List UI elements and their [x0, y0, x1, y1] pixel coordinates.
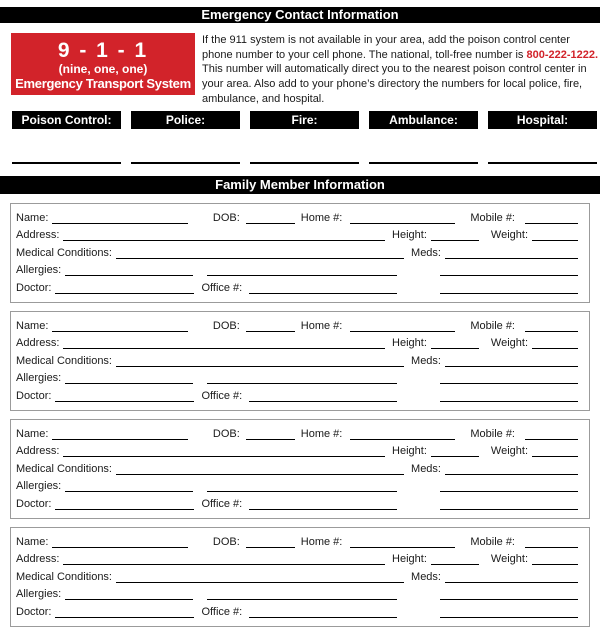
- meds-blank-line: [445, 258, 578, 259]
- header-bar: [0, 7, 600, 23]
- dob-blank-line: [246, 547, 295, 548]
- height-label: Height:: [392, 553, 427, 566]
- meds-continuation-blank-line: [440, 491, 578, 492]
- dob-label: DOB:: [212, 535, 240, 548]
- weight-label: Weight:: [490, 337, 528, 350]
- police-blank-line: [131, 162, 240, 164]
- member-row-allergies: [16, 264, 578, 277]
- home-phone-label: Home #:: [300, 535, 343, 548]
- poison-control-blank-line: [12, 162, 121, 164]
- emergency-contact-blank-lines-row: [12, 162, 597, 164]
- medical-conditions-blank-line: [116, 474, 404, 475]
- dob-label: DOB:: [212, 211, 240, 224]
- member-row-name: [16, 320, 578, 333]
- medical-conditions-label: Medical Conditions:: [16, 570, 112, 583]
- meds-label: Meds:: [411, 462, 441, 475]
- member-row-doctor: [16, 498, 578, 511]
- mobile-phone-blank-line: [525, 331, 578, 332]
- office-phone-label: Office #:: [201, 389, 243, 402]
- address-blank-line: [63, 564, 385, 565]
- home-phone-blank-line: [350, 439, 455, 440]
- member-row-allergies: [16, 480, 578, 493]
- mobile-phone-blank-line: [525, 223, 578, 224]
- dob-blank-line: [246, 223, 295, 224]
- page-title: Emergency Contact Information: [201, 7, 399, 22]
- home-phone-label: Home #:: [300, 319, 343, 332]
- mobile-phone-label: Mobile #:: [470, 211, 515, 224]
- fire-blank-line: [250, 162, 359, 164]
- medical-conditions-label: Medical Conditions:: [16, 462, 112, 475]
- dob-blank-line: [246, 331, 295, 332]
- home-phone-blank-line: [350, 547, 455, 548]
- weight-blank-line: [532, 348, 578, 349]
- weight-blank-line: [532, 240, 578, 241]
- meds-label: Meds:: [411, 354, 441, 367]
- member-row-address: [16, 337, 578, 350]
- home-phone-label: Home #:: [300, 211, 343, 224]
- meds-blank-line: [445, 582, 578, 583]
- mobile-phone-blank-line: [525, 547, 578, 548]
- member-row-allergies: [16, 372, 578, 385]
- emergency-number-words: (nine, one, one): [58, 61, 148, 76]
- family-header-bar: [0, 176, 600, 194]
- emergency-form-page: [0, 7, 600, 627]
- dob-blank-line: [246, 439, 295, 440]
- allergies-blank-line: [65, 491, 193, 492]
- medical-conditions-blank-line: [116, 582, 404, 583]
- doctor-label: Doctor:: [16, 281, 52, 294]
- office-phone-label: Office #:: [201, 281, 243, 294]
- contact-label-hospital: Hospital:: [488, 111, 597, 129]
- emergency-911-box: [11, 33, 195, 95]
- height-label: Height:: [392, 229, 427, 242]
- meds-blank-line: [445, 474, 578, 475]
- allergies-continuation-blank-line: [207, 275, 397, 276]
- member-row-doctor: [16, 606, 578, 619]
- member-row-address: [16, 229, 578, 242]
- meds-blank-line: [445, 366, 578, 367]
- medical-conditions-label: Medical Conditions:: [16, 246, 112, 259]
- meds-continuation-blank-line-2: [440, 509, 578, 510]
- meds-continuation-blank-line: [440, 599, 578, 600]
- height-label: Height:: [392, 445, 427, 458]
- poison-control-phone-number: 800-222-1222.: [526, 48, 599, 61]
- contact-label-fire: Fire:: [250, 111, 359, 129]
- allergies-blank-line: [65, 599, 193, 600]
- member-row-address: [16, 553, 578, 566]
- meds-continuation-blank-line-2: [440, 617, 578, 618]
- doctor-label: Doctor:: [16, 497, 52, 510]
- address-blank-line: [63, 240, 385, 241]
- member-row-name: [16, 212, 578, 225]
- address-label: Address:: [16, 229, 60, 242]
- member-row-name: [16, 428, 578, 441]
- allergies-label: Allergies:: [16, 480, 62, 493]
- meds-continuation-blank-line: [440, 275, 578, 276]
- member-row-allergies: [16, 588, 578, 601]
- member-row-medical: [16, 247, 578, 260]
- doctor-label: Doctor:: [16, 605, 52, 618]
- allergies-continuation-blank-line: [207, 599, 397, 600]
- office-phone-blank-line: [249, 293, 397, 294]
- doctor-blank-line: [55, 509, 194, 510]
- member-row-address: [16, 445, 578, 458]
- meds-label: Meds:: [411, 246, 441, 259]
- instructions-text-after: This number will automatically direct you to the nearest poison control center in your area. Also add to your phone’s directory the numbers for local police, fire, ambulance, and hospital.: [202, 63, 587, 105]
- member-row-medical: [16, 463, 578, 476]
- home-phone-label: Home #:: [300, 427, 343, 440]
- member-row-medical: [16, 571, 578, 584]
- family-member-block: [10, 203, 590, 303]
- home-phone-blank-line: [350, 223, 455, 224]
- member-row-doctor: [16, 282, 578, 295]
- office-phone-blank-line: [249, 401, 397, 402]
- doctor-blank-line: [55, 401, 194, 402]
- instructions-paragraph: [202, 33, 599, 107]
- member-row-medical: [16, 355, 578, 368]
- family-section-title: Family Member Information: [215, 176, 385, 192]
- height-blank-line: [431, 564, 479, 565]
- name-label: Name:: [16, 427, 49, 440]
- emergency-number: 9 - 1 - 1: [57, 38, 149, 62]
- family-member-block: [10, 311, 590, 411]
- weight-label: Weight:: [490, 553, 528, 566]
- address-label: Address:: [16, 553, 60, 566]
- family-member-block: [10, 419, 590, 519]
- weight-blank-line: [532, 564, 578, 565]
- ambulance-blank-line: [369, 162, 478, 164]
- allergies-label: Allergies:: [16, 588, 62, 601]
- height-blank-line: [431, 240, 479, 241]
- mobile-phone-label: Mobile #:: [470, 427, 515, 440]
- address-blank-line: [63, 456, 385, 457]
- family-member-block: [10, 527, 590, 627]
- name-blank-line: [52, 223, 187, 224]
- allergies-blank-line: [65, 383, 193, 384]
- name-label: Name:: [16, 535, 49, 548]
- contact-label-ambulance: Ambulance:: [369, 111, 478, 129]
- name-label: Name:: [16, 211, 49, 224]
- name-blank-line: [52, 439, 187, 440]
- meds-continuation-blank-line-2: [440, 401, 578, 402]
- weight-blank-line: [532, 456, 578, 457]
- address-label: Address:: [16, 337, 60, 350]
- member-row-doctor: [16, 390, 578, 403]
- mobile-phone-label: Mobile #:: [470, 319, 515, 332]
- height-label: Height:: [392, 337, 427, 350]
- doctor-label: Doctor:: [16, 389, 52, 402]
- name-label: Name:: [16, 319, 49, 332]
- allergies-continuation-blank-line: [207, 491, 397, 492]
- member-row-name: [16, 536, 578, 549]
- dob-label: DOB:: [212, 319, 240, 332]
- name-blank-line: [52, 547, 187, 548]
- weight-label: Weight:: [490, 445, 528, 458]
- hospital-blank-line: [488, 162, 597, 164]
- meds-continuation-blank-line-2: [440, 293, 578, 294]
- medical-conditions-label: Medical Conditions:: [16, 354, 112, 367]
- mobile-phone-label: Mobile #:: [470, 535, 515, 548]
- name-blank-line: [52, 331, 187, 332]
- office-phone-label: Office #:: [201, 497, 243, 510]
- meds-label: Meds:: [411, 570, 441, 583]
- allergies-label: Allergies:: [16, 372, 62, 385]
- dob-label: DOB:: [212, 427, 240, 440]
- medical-conditions-blank-line: [116, 258, 404, 259]
- contact-label-police: Police:: [131, 111, 240, 129]
- emergency-transport-caption: Emergency Transport System: [15, 75, 191, 91]
- weight-label: Weight:: [490, 229, 528, 242]
- intro-section: [0, 33, 600, 107]
- doctor-blank-line: [55, 617, 194, 618]
- allergies-blank-line: [65, 275, 193, 276]
- height-blank-line: [431, 348, 479, 349]
- office-phone-label: Office #:: [201, 605, 243, 618]
- office-phone-blank-line: [249, 509, 397, 510]
- instructions-text-before: If the 911 system is not available in your area, add the poison control center phone number to your cell phone. The national, toll-free number is: [202, 34, 570, 61]
- office-phone-blank-line: [249, 617, 397, 618]
- address-label: Address:: [16, 445, 60, 458]
- allergies-label: Allergies:: [16, 264, 62, 277]
- meds-continuation-blank-line: [440, 383, 578, 384]
- doctor-blank-line: [55, 293, 194, 294]
- mobile-phone-blank-line: [525, 439, 578, 440]
- home-phone-blank-line: [350, 331, 455, 332]
- allergies-continuation-blank-line: [207, 383, 397, 384]
- emergency-contact-labels-row: [12, 111, 597, 129]
- address-blank-line: [63, 348, 385, 349]
- family-member-list: [0, 203, 600, 627]
- height-blank-line: [431, 456, 479, 457]
- contact-label-poison-control: Poison Control:: [12, 111, 121, 129]
- medical-conditions-blank-line: [116, 366, 404, 367]
